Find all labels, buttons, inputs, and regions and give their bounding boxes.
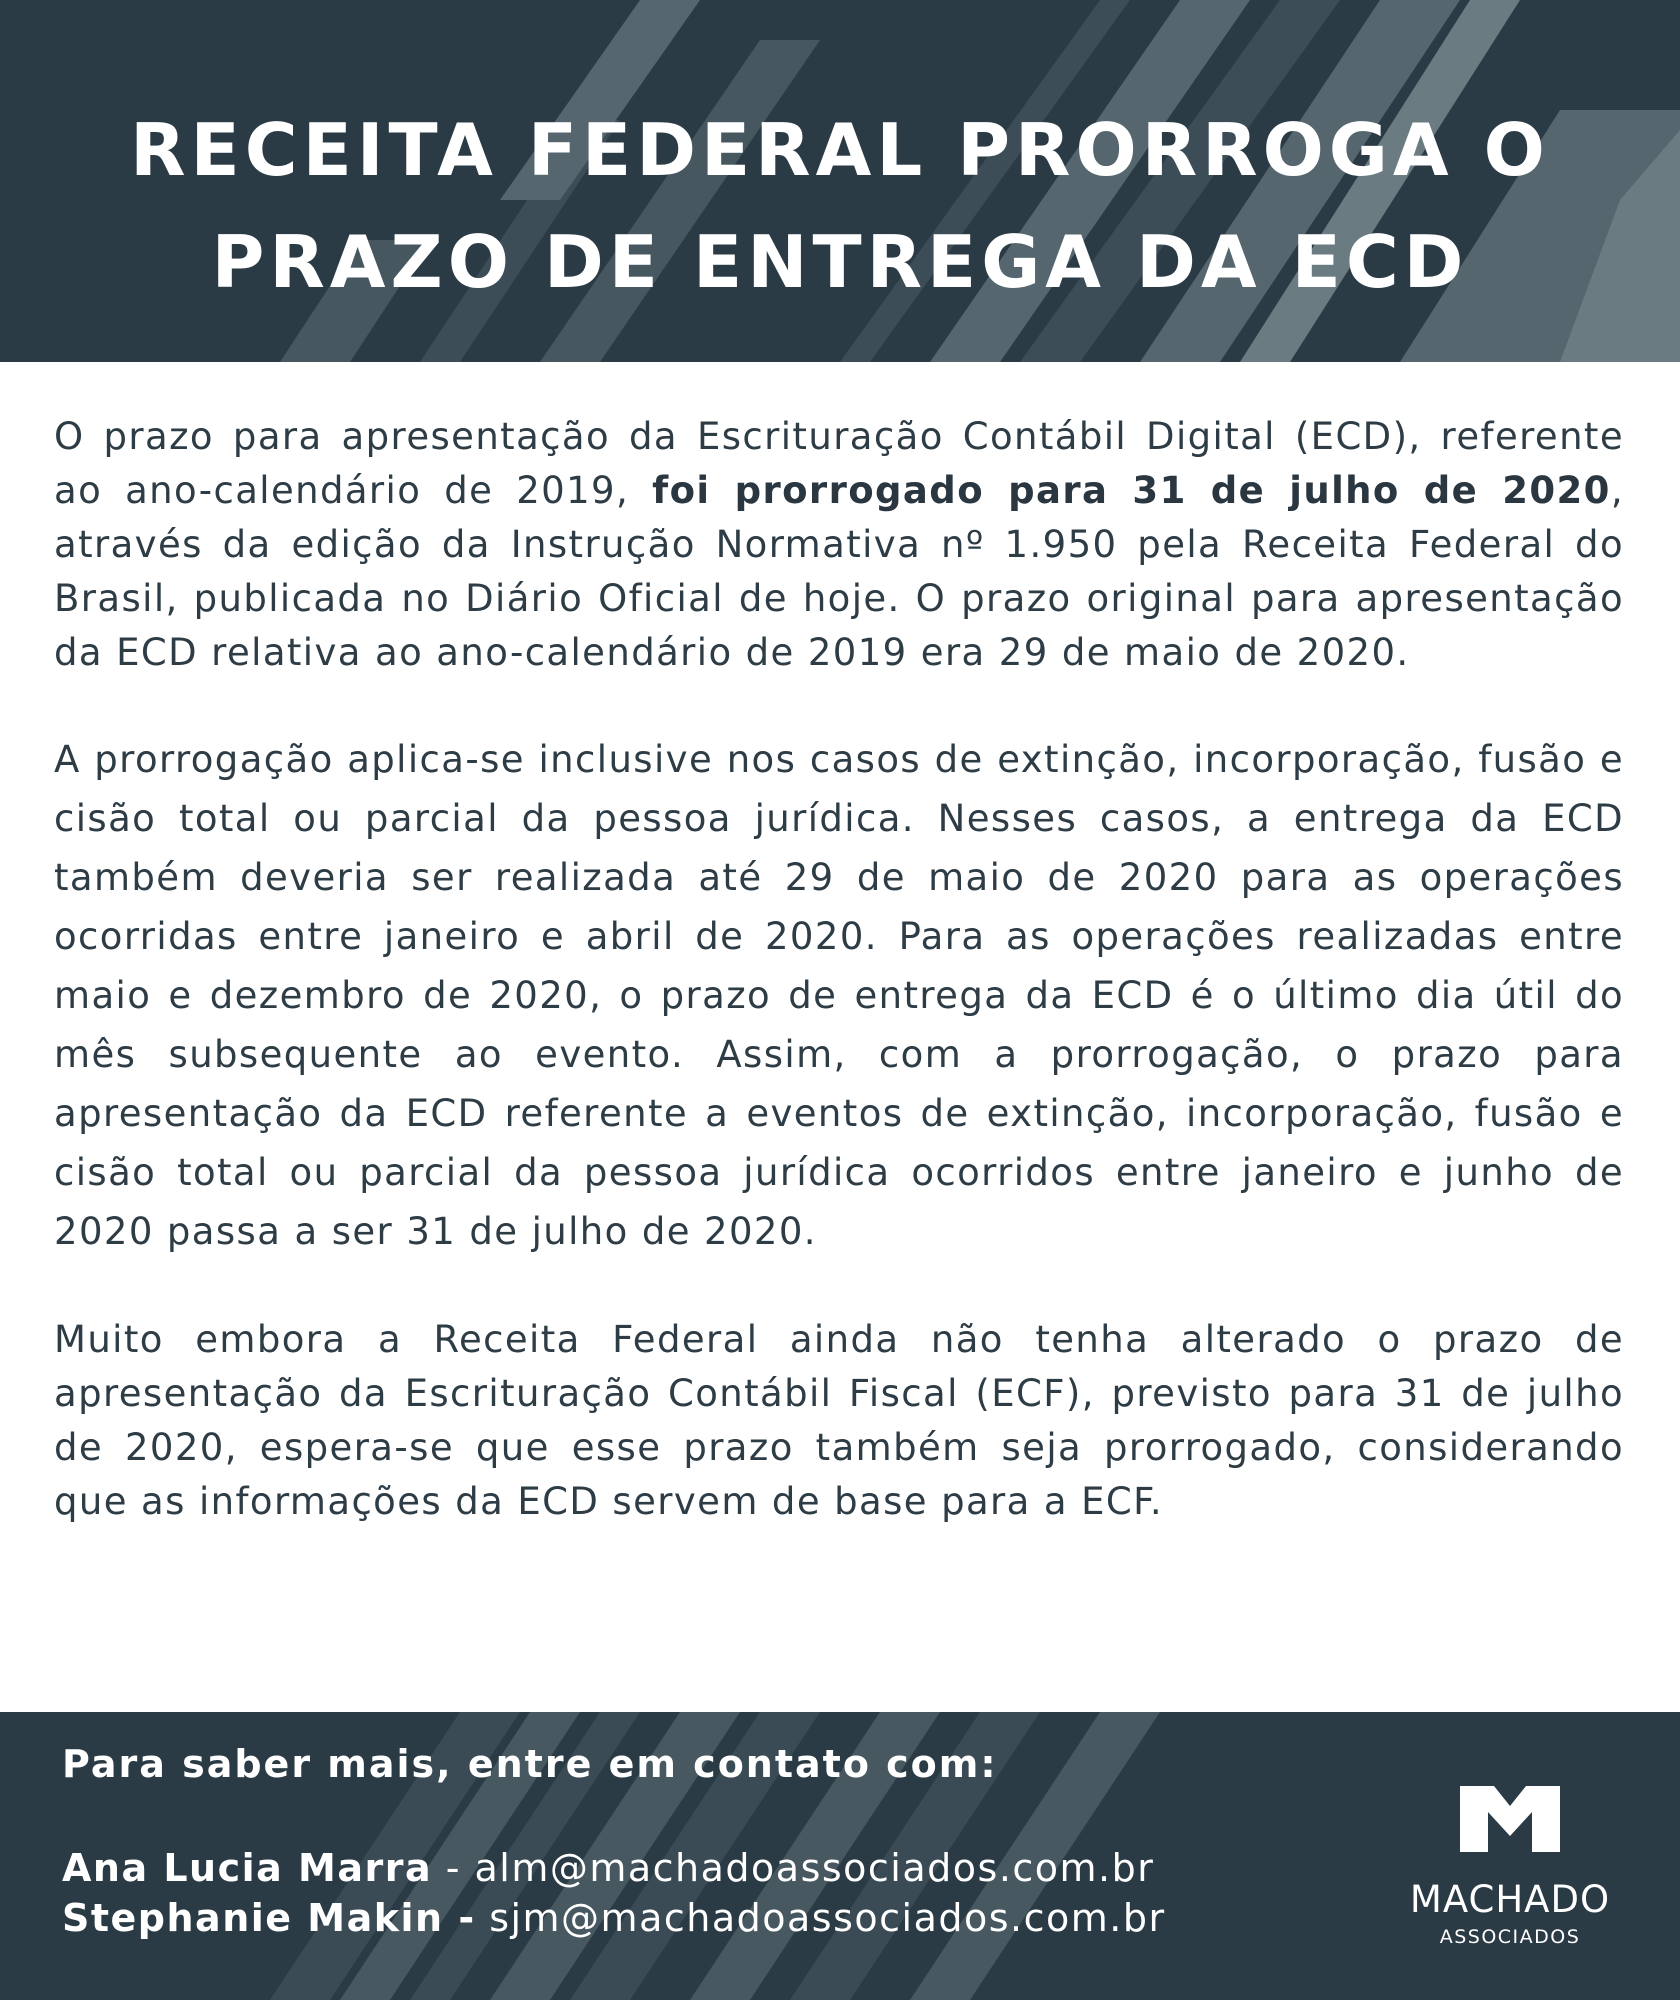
paragraph-1-text-a: O prazo para apresentação da Escrituração Contábil Digital (ECD), referente ao ano-calendário de 2019, xyxy=(54,415,1624,512)
title-line-1: RECEITA FEDERAL PRORROGA O xyxy=(130,108,1550,192)
contact-name: Stephanie Makin - xyxy=(62,1896,476,1940)
logo-subtitle: ASSOCIADOS xyxy=(1439,1926,1581,1948)
paragraph-1-text-b: , através da edição da Instrução Normativa nº 1.950 pela Receita Federal do Brasil, publicada no Diário Oficial de hoje. O prazo original para apresentação da ECD relativa ao ano-calendário de 2019 era 29 de maio de 2020. xyxy=(54,469,1624,674)
contact-ana-lucia-marra xyxy=(62,1846,1154,1890)
paragraph-1 xyxy=(54,410,1624,680)
article-body xyxy=(54,410,1624,1529)
paragraph-2: A prorrogação aplica-se inclusive nos casos de extinção, incorporação, fusão e cisão total ou parcial da pessoa jurídica. Nesses casos, a entrega da ECD também deveria ser realizada até 29 de maio de 2020 para as operações ocorridas entre janeiro e abril de 2020. Para as operações realizadas entre maio e dezembro de 2020, o prazo de entrega da ECD é o último dia útil do mês subsequente ao evento. Assim, com a prorrogação, o prazo para apresentação da ECD referente a eventos de extinção, incorporação, fusão e cisão total ou parcial da pessoa jurídica ocorridos entre janeiro e junho de 2020 passa a ser 31 de julho de 2020. xyxy=(54,738,1624,1253)
contact-stephanie-makin xyxy=(62,1896,1166,1940)
contact-email-link[interactable]: sjm@machadoassociados.com.br xyxy=(489,1896,1166,1940)
footer-contact-banner xyxy=(0,1712,1680,2000)
header-banner xyxy=(0,0,1680,362)
machado-associados-logo xyxy=(1400,1774,1620,1954)
title-line-2: PRAZO DE ENTREGA DA ECD xyxy=(211,220,1469,304)
contact-heading: Para saber mais, entre em contato com: xyxy=(62,1742,998,1786)
paragraph-3: Muito embora a Receita Federal ainda não tenha alterado o prazo de apresentação da Escrituração Contábil Fiscal (ECF), previsto para 31 de julho de 2020, espera-se que esse prazo também seja prorrogado, considerando que as informações da ECD servem de base para a ECF. xyxy=(54,1318,1624,1523)
contact-separator: - xyxy=(432,1846,475,1890)
logo-wordmark: MACHADO xyxy=(1409,1878,1611,1921)
m-logo-icon xyxy=(1460,1786,1560,1852)
paragraph-1-highlight: foi prorrogado para 31 de julho de 2020 xyxy=(652,469,1611,512)
contact-name: Ana Lucia Marra xyxy=(62,1846,433,1890)
page-title xyxy=(0,94,1680,318)
contact-email-link[interactable]: alm@machadoassociados.com.br xyxy=(474,1846,1155,1890)
contact-separator xyxy=(476,1896,490,1940)
